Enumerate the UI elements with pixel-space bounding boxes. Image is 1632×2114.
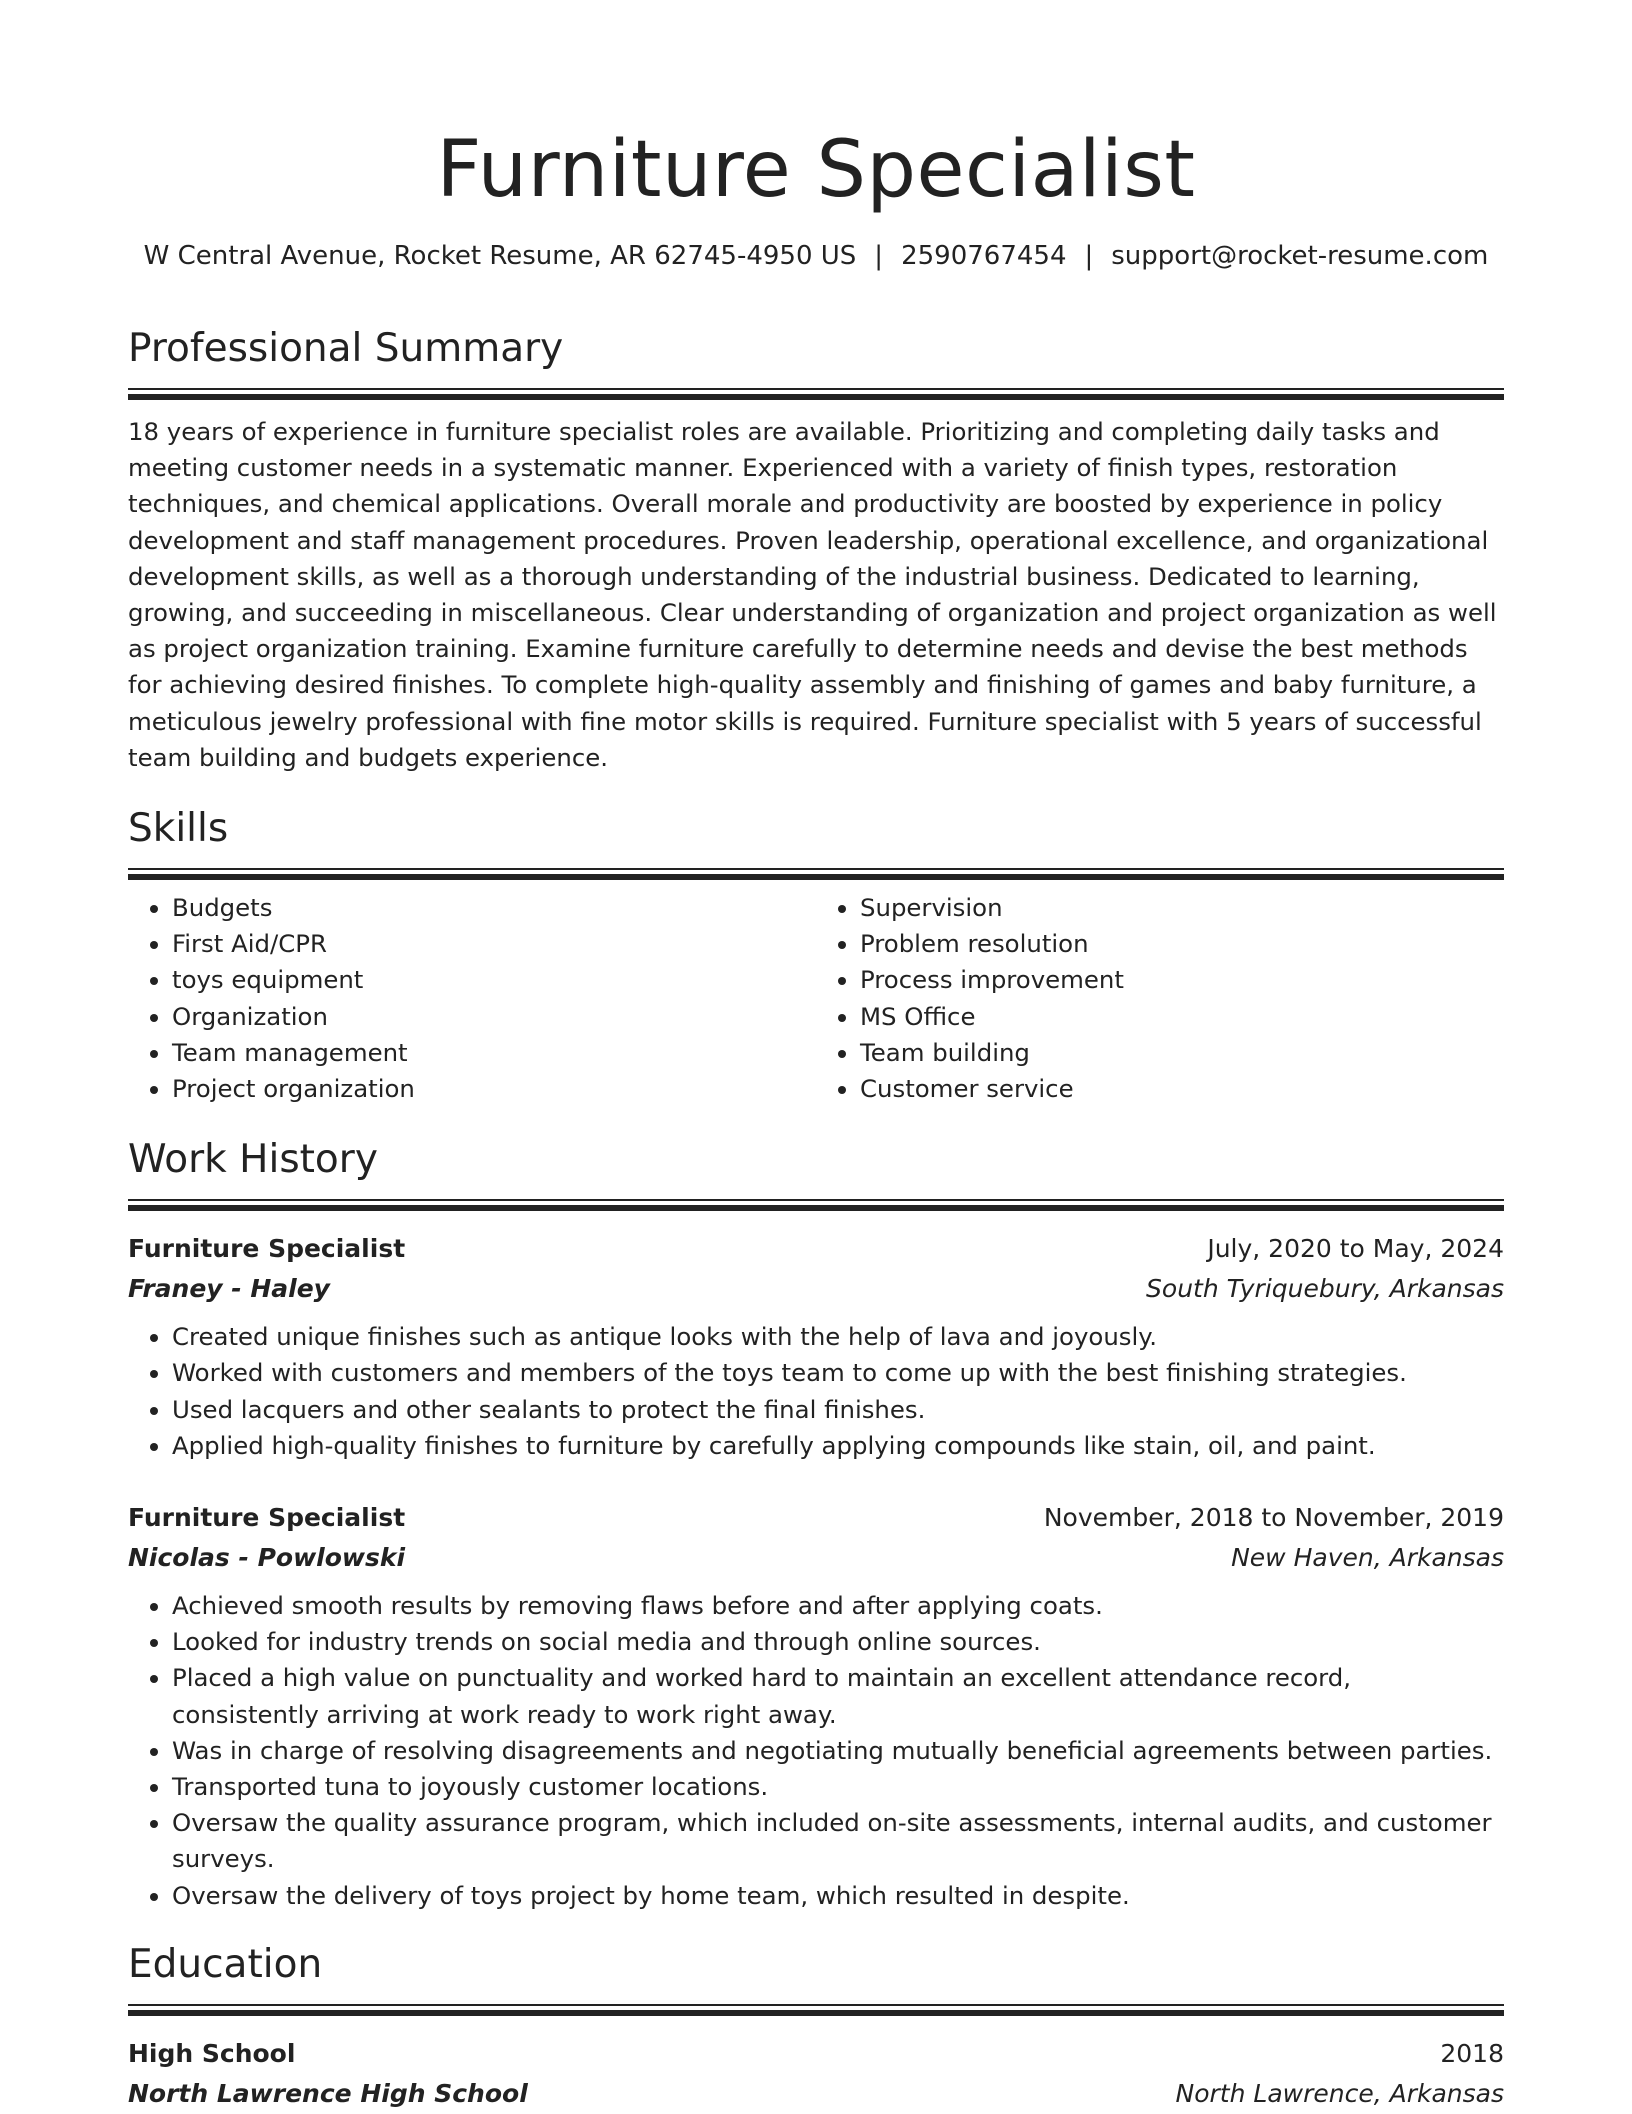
job-company-row: [128, 1269, 1504, 1309]
section-divider: [128, 868, 1504, 880]
job-title: Furniture Specialist: [128, 1503, 406, 1533]
job-location: New Haven, Arkansas: [1231, 1543, 1504, 1573]
section-heading-skills: Skills: [128, 806, 229, 852]
contact-separator: |: [874, 241, 884, 271]
resume-title: Furniture Specialist: [436, 125, 1196, 215]
skills-list-right: [816, 890, 1504, 1107]
education-degree: High School: [128, 2038, 296, 2068]
education-section: [128, 1940, 1504, 2114]
job-bullets: [128, 1319, 1504, 1464]
job-bullet: • Placed a high value on punctuality and worked hard to maintain an excellent attendance record, consistently arriving at work ready to work right away.: [172, 1660, 1504, 1732]
job-location: South Tyriquebury, Arkansas: [1146, 1274, 1504, 1304]
skill-item: • Supervision: [860, 890, 1504, 926]
skill-item: • Budgets: [172, 890, 816, 926]
skill-item: • First Aid/CPR: [172, 926, 816, 962]
education-school: North Lawrence High School: [128, 2078, 528, 2108]
work-history-section: [128, 1135, 1504, 1914]
job-dates: July, 2020 to May, 2024: [1207, 1234, 1504, 1264]
section-divider: [128, 1199, 1504, 1211]
job-header-row: [128, 1498, 1504, 1538]
skill-item: • Problem resolution: [860, 926, 1504, 962]
job-company: Franey - Haley: [128, 1274, 330, 1304]
job-company: Nicolas - Powlowski: [128, 1543, 406, 1573]
education-header-row: [128, 2034, 1504, 2074]
job-bullet: • Looked for industry trends on social media and through online sources.: [172, 1624, 1504, 1660]
job-bullet: • Applied high-quality finishes to furniture by carefully applying compounds like stain, oil, and paint.: [172, 1428, 1504, 1464]
skill-item: • Project organization: [172, 1071, 816, 1107]
section-heading-education: Education: [128, 1941, 323, 1987]
job-company-row: [128, 1538, 1504, 1578]
section-heading-work: Work History: [128, 1137, 378, 1183]
section-divider: [128, 2004, 1504, 2016]
skill-item: • Team building: [860, 1035, 1504, 1071]
section-divider: [128, 388, 1504, 400]
education-entry: [128, 2034, 1504, 2114]
education-year: 2018: [1440, 2038, 1504, 2068]
job-bullet: • Oversaw the quality assurance program, which included on-site assessments, internal audits, and customer surveys.: [172, 1805, 1504, 1877]
skills-section: [128, 804, 1504, 1107]
summary-text: 18 years of experience in furniture specialist roles are available. Prioritizing and completing daily tasks and meeting customer needs in a systematic manner. Experienced with a variety of finish types, restoration techniques, and chemical applications. Overall morale and productivity are boosted by experience in policy development and staff management procedures. Proven leadership, operational excellence, and organizational development skills, as well as a thorough understanding of the industrial business. Dedicated to learning, growing, and succeeding in miscellaneous. Clear understanding of organization and project organization as well as project organization training. Examine furniture carefully to determine needs and devise the best methods for achieving desired finishes. To complete high-quality assembly and finishing of games and baby furniture, a meticulous jewelry professional with fine motor skills is required. Furniture specialist with 5 years of successful team building and budgets experience.: [128, 417, 1497, 772]
contact-email: support@rocket-resume.com: [1111, 241, 1489, 271]
section-heading-summary: Professional Summary: [128, 326, 564, 371]
job-bullet: • Oversaw the delivery of toys project by home team, which resulted in despite.: [172, 1878, 1504, 1914]
job-bullet: • Worked with customers and members of the toys team to come up with the best finishing strategies.: [172, 1355, 1504, 1391]
job-bullet: • Was in charge of resolving disagreements and negotiating mutually beneficial agreements between parties.: [172, 1733, 1504, 1769]
education-school-row: [128, 2074, 1504, 2114]
job-bullet: • Transported tuna to joyously customer locations.: [172, 1769, 1504, 1805]
skills-columns: [128, 890, 1504, 1107]
skill-item: • Customer service: [860, 1071, 1504, 1107]
skill-item: • Team management: [172, 1035, 816, 1071]
job-entry: [128, 1229, 1504, 1464]
contact-line: [128, 238, 1504, 274]
education-location: North Lawrence, Arkansas: [1175, 2078, 1504, 2108]
job-bullets: [128, 1588, 1504, 1914]
job-dates: November, 2018 to November, 2019: [1043, 1503, 1504, 1533]
skills-list-left: [128, 890, 816, 1107]
contact-address: W Central Avenue, Rocket Resume, AR 62745-4950 US: [143, 241, 857, 271]
skill-item: • Organization: [172, 999, 816, 1035]
job-header-row: [128, 1229, 1504, 1269]
skill-item: • MS Office: [860, 999, 1504, 1035]
job-bullet: • Used lacquers and other sealants to protect the final finishes.: [172, 1392, 1504, 1428]
skill-item: • toys equipment: [172, 962, 816, 998]
job-bullet: • Created unique finishes such as antique looks with the help of lava and joyously.: [172, 1319, 1504, 1355]
job-bullet: • Achieved smooth results by removing flaws before and after applying coats.: [172, 1588, 1504, 1624]
skill-item: • Process improvement: [860, 962, 1504, 998]
contact-phone: 2590767454: [901, 241, 1067, 271]
contact-separator: |: [1084, 241, 1094, 271]
job-title: Furniture Specialist: [128, 1234, 406, 1264]
job-entry: [128, 1498, 1504, 1914]
summary-section: [128, 324, 1504, 776]
